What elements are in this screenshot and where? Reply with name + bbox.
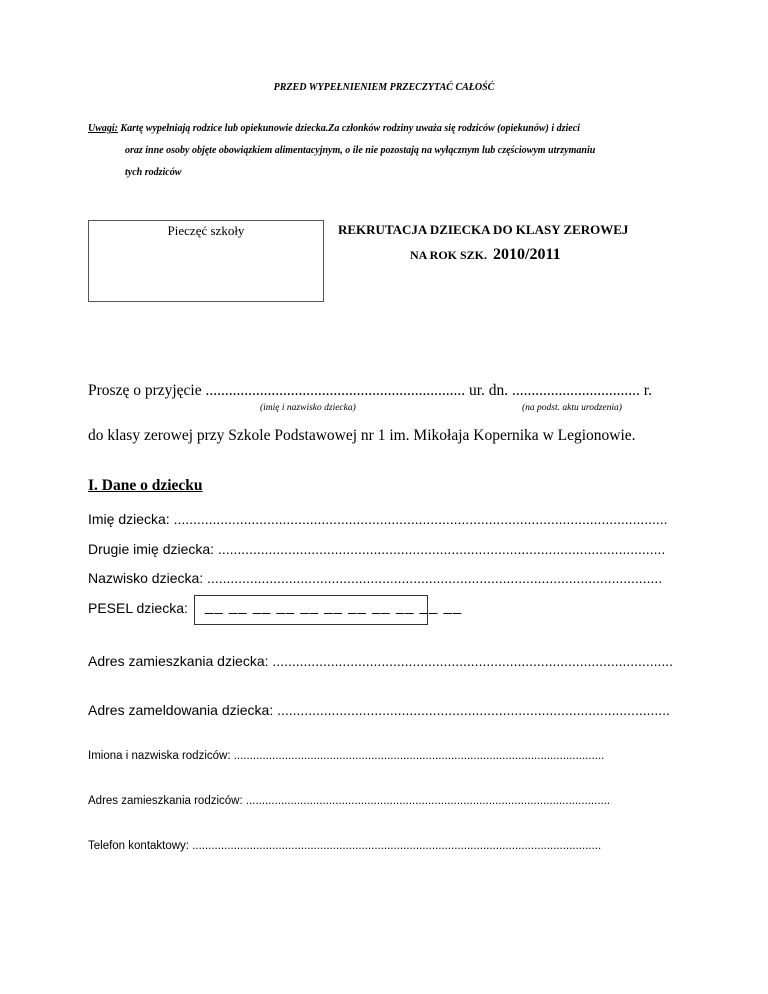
parents-names-field: Imiona i nazwiska rodziców: ....................................................................................................................: [88, 750, 605, 762]
section-title: I. Dane o dziecku: [88, 477, 203, 494]
request-line: Proszę o przyjęcie ................................................................... ur. dn. ................................. r.: [88, 382, 652, 399]
second-name-field: Drugie imię dziecka: ...................................................................................................................: [88, 541, 666, 557]
pesel-label: PESEL dziecka:: [88, 600, 188, 616]
page-title: PRZED WYPEŁNIENIEM PRZECZYTAĆ CAŁOŚĆ: [273, 82, 495, 93]
child-registered-address-field: Adres zameldowania dziecka: .....................................................................................................: [88, 702, 670, 718]
note-text-1: Kartę wypełniają rodzice lub opiekunowie dziecka.Za członków rodziny uważa się rodziców (opiekunów) i dzieci: [120, 123, 580, 134]
request-line-2: do klasy zerowej przy Szkole Podstawowej nr 1 im. Mikołaja Kopernika w Legionowie.: [88, 427, 636, 444]
parents-address-field: Adres zamieszkania rodziców: ..................................................................................................................: [88, 795, 611, 807]
surname-field: Nazwisko dziecka: .....................................................................................................................: [88, 570, 663, 586]
child-address-field: Adres zamieszkania dziecka: .......................................................................................................: [88, 653, 674, 669]
note-label: Uwagi:: [88, 123, 118, 134]
school-year-heading: [410, 246, 561, 264]
first-name-field: Imię dziecka: ...............................................................................................................................: [88, 511, 668, 527]
note-line-3: tych rodziców: [125, 167, 182, 178]
school-year-prefix: NA ROK SZK.: [410, 248, 488, 262]
stamp-label: Pieczęć szkoły: [167, 223, 245, 238]
pesel-box: [194, 595, 463, 625]
phone-field: Telefon kontaktowy: ................................................................................................................................: [88, 840, 602, 852]
hint-child-name: (imię i nazwisko dziecka): [260, 403, 356, 413]
pesel-blanks: __ __ __ __ __ __ __ __ __ __ __: [205, 598, 463, 615]
note-line-1: [88, 123, 580, 134]
note-line-2: oraz inne osoby objęte obowiązkiem alimentacyjnym, o ile nie pozostają na wyłącznym lub częściowym utrzymaniu: [125, 145, 596, 156]
form-heading: REKRUTACJA DZIECKA DO KLASY ZEROWEJ: [338, 222, 629, 237]
hint-birth-date: (na podst. aktu urodzenia): [522, 403, 622, 413]
school-year: 2010/2011: [493, 246, 561, 263]
school-stamp-box: [88, 220, 324, 302]
